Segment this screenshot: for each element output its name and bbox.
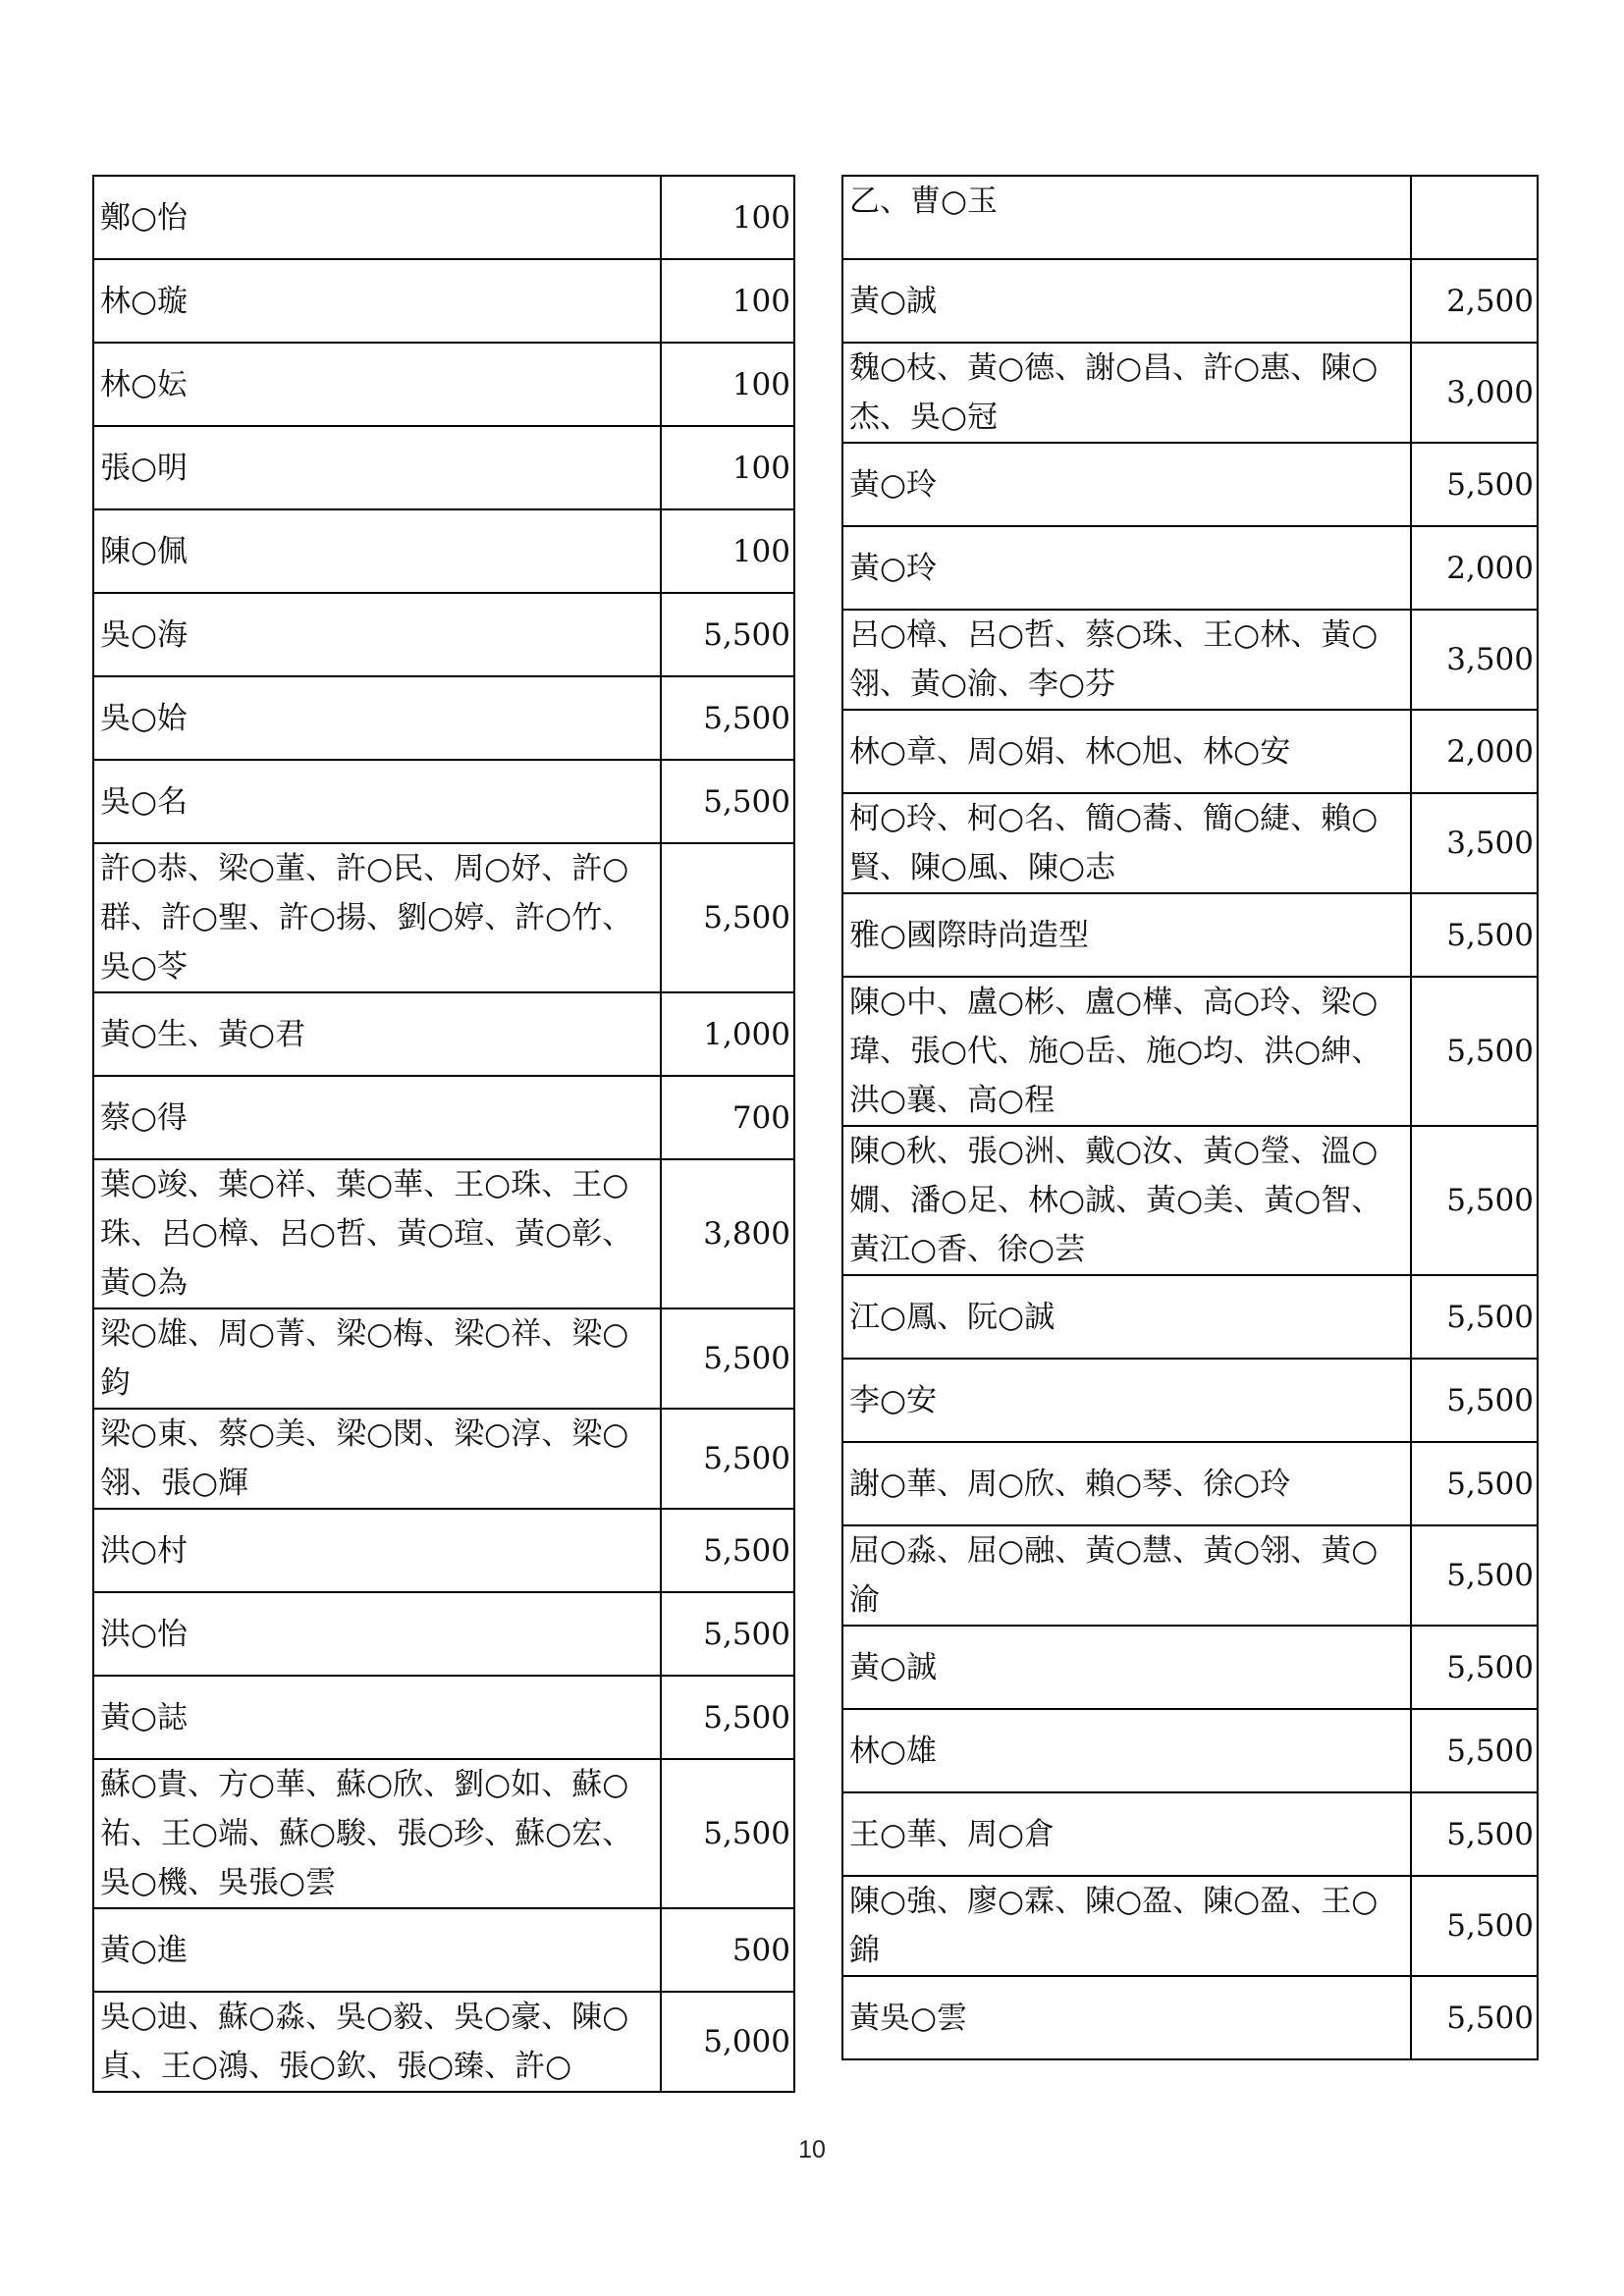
table-row (93, 1908, 794, 1992)
donation-amount: 100 (661, 176, 794, 259)
donor-name: 屈○淼、屈○融、黃○慧、黃○翎、黃○渝 (842, 1525, 1411, 1626)
donation-table-left (92, 175, 795, 2093)
page-number: 10 (798, 2136, 826, 2163)
donation-amount: 5,500 (1411, 1792, 1538, 1876)
donation-amount: 5,500 (661, 1592, 794, 1676)
donor-name: 梁○雄、周○菁、梁○梅、梁○祥、梁○鈞 (93, 1308, 661, 1409)
table-row (93, 509, 794, 593)
donation-amount: 100 (661, 509, 794, 593)
donation-table-right (841, 175, 1539, 2060)
donation-amount: 5,500 (661, 1409, 794, 1509)
donation-amount: 5,500 (661, 1308, 794, 1409)
donation-amount: 5,500 (1411, 1709, 1538, 1792)
donation-amount: 100 (661, 259, 794, 343)
table-row (842, 1709, 1538, 1792)
donation-amount: 5,500 (661, 1759, 794, 1908)
donation-amount: 100 (661, 426, 794, 509)
donation-amount: 2,000 (1411, 526, 1538, 610)
table-row (93, 1676, 794, 1759)
table-row (93, 1992, 794, 2092)
donation-amount: 5,500 (1411, 1626, 1538, 1709)
donor-name: 林○璇 (93, 259, 661, 343)
table-row (93, 426, 794, 509)
table-row (93, 259, 794, 343)
table-row (842, 1876, 1538, 1976)
table-row (93, 176, 794, 259)
donor-name: 林○雄 (842, 1709, 1411, 1792)
table-row (93, 1592, 794, 1676)
donor-name: 魏○枝、黃○德、謝○昌、許○惠、陳○杰、吳○冠 (842, 343, 1411, 443)
donation-amount: 5,500 (1411, 1126, 1538, 1275)
donation-amount: 3,500 (1411, 793, 1538, 893)
table-row (93, 760, 794, 843)
donation-amount: 5,500 (661, 760, 794, 843)
donor-name: 江○鳳、阮○誠 (842, 1275, 1411, 1359)
table-row (93, 1159, 794, 1308)
donor-name: 洪○村 (93, 1509, 661, 1592)
table-row (842, 793, 1538, 893)
table-row (93, 343, 794, 426)
donor-name: 張○明 (93, 426, 661, 509)
donation-amount: 500 (661, 1908, 794, 1992)
table-row (842, 176, 1538, 259)
donation-amount: 3,000 (1411, 343, 1538, 443)
donation-amount: 100 (661, 343, 794, 426)
donor-name: 黃○誌 (93, 1676, 661, 1759)
donation-amount: 2,500 (1411, 259, 1538, 343)
donor-name: 黃吳○雲 (842, 1976, 1411, 2059)
donation-amount: 5,500 (661, 676, 794, 760)
donation-amount (1411, 176, 1538, 259)
donor-name: 吳○海 (93, 593, 661, 676)
donor-name: 黃○誠 (842, 1626, 1411, 1709)
table-row (93, 593, 794, 676)
donation-amount: 5,500 (1411, 1876, 1538, 1976)
donor-name: 梁○東、蔡○美、梁○閔、梁○淳、梁○翎、張○輝 (93, 1409, 661, 1509)
table-row (93, 1509, 794, 1592)
donor-name: 洪○怡 (93, 1592, 661, 1676)
table-row (93, 843, 794, 992)
donor-name: 黃○誠 (842, 259, 1411, 343)
table-row (93, 1759, 794, 1908)
table-row (842, 1359, 1538, 1442)
donation-amount: 1,000 (661, 992, 794, 1076)
donor-name: 柯○玲、柯○名、簡○蕎、簡○緁、賴○賢、陳○風、陳○志 (842, 793, 1411, 893)
table-row (842, 977, 1538, 1126)
table-row (842, 259, 1538, 343)
table-row (842, 526, 1538, 610)
table-row (93, 1076, 794, 1159)
donation-amount: 5,500 (1411, 977, 1538, 1126)
table-row (842, 1275, 1538, 1359)
table-row (93, 1409, 794, 1509)
donor-name: 王○華、周○倉 (842, 1792, 1411, 1876)
donation-amount: 5,500 (661, 1509, 794, 1592)
donation-amount: 3,800 (661, 1159, 794, 1308)
donation-amount: 3,500 (1411, 610, 1538, 710)
table-row (842, 1976, 1538, 2059)
donor-name: 吳○名 (93, 760, 661, 843)
table-row (842, 1525, 1538, 1626)
donor-name: 黃○進 (93, 1908, 661, 1992)
donation-amount: 5,500 (1411, 1442, 1538, 1525)
table-row (842, 1626, 1538, 1709)
donation-amount: 5,500 (1411, 1359, 1538, 1442)
table-row (842, 1792, 1538, 1876)
donor-name: 林○章、周○娟、林○旭、林○安 (842, 710, 1411, 793)
donation-amount: 5,500 (661, 593, 794, 676)
donation-amount: 5,500 (661, 843, 794, 992)
donor-name: 謝○華、周○欣、賴○琴、徐○玲 (842, 1442, 1411, 1525)
table-row (842, 710, 1538, 793)
donation-amount: 2,000 (1411, 710, 1538, 793)
donor-name: 雅○國際時尚造型 (842, 893, 1411, 977)
table-row (842, 343, 1538, 443)
donor-name: 呂○樟、呂○哲、蔡○珠、王○林、黃○翎、黃○渝、李○芬 (842, 610, 1411, 710)
donation-amount: 5,500 (1411, 1976, 1538, 2059)
table-row (842, 443, 1538, 526)
table-row (842, 893, 1538, 977)
donation-amount: 5,500 (1411, 1525, 1538, 1626)
donor-name: 吳○姶 (93, 676, 661, 760)
table-row (93, 676, 794, 760)
donor-name: 陳○中、盧○彬、盧○樺、高○玲、梁○瑋、張○代、施○岳、施○均、洪○紳、洪○襄、高○程 (842, 977, 1411, 1126)
donor-name: 陳○佩 (93, 509, 661, 593)
table-row (842, 1126, 1538, 1275)
donation-amount: 5,500 (1411, 1275, 1538, 1359)
donor-name: 蘇○貴、方○華、蘇○欣、劉○如、蘇○祐、王○端、蘇○駿、張○珍、蘇○宏、吳○機、吳張○雲 (93, 1759, 661, 1908)
donation-amount: 5,500 (1411, 893, 1538, 977)
donor-name: 乙、曹○玉 (842, 176, 1411, 259)
donor-name: 李○安 (842, 1359, 1411, 1442)
donor-name: 許○恭、梁○董、許○民、周○妤、許○群、許○聖、許○揚、劉○婷、許○竹、吳○苓 (93, 843, 661, 992)
donor-name: 黃○玲 (842, 443, 1411, 526)
donor-name: 蔡○得 (93, 1076, 661, 1159)
donation-amount: 5,500 (661, 1676, 794, 1759)
donation-amount: 5,000 (661, 1992, 794, 2092)
donor-name: 林○妘 (93, 343, 661, 426)
donor-name: 黃○玲 (842, 526, 1411, 610)
donor-name: 陳○強、廖○霖、陳○盈、陳○盈、王○錦 (842, 1876, 1411, 1976)
table-row (93, 1308, 794, 1409)
table-row (842, 610, 1538, 710)
donor-name: 葉○竣、葉○祥、葉○華、王○珠、王○珠、呂○樟、呂○哲、黃○瑄、黃○彰、黃○為 (93, 1159, 661, 1308)
donor-name: 鄭○怡 (93, 176, 661, 259)
donation-amount: 700 (661, 1076, 794, 1159)
donation-amount: 5,500 (1411, 443, 1538, 526)
donor-name: 吳○迪、蘇○淼、吳○毅、吳○豪、陳○貞、王○鴻、張○欽、張○臻、許○ (93, 1992, 661, 2092)
table-row (93, 992, 794, 1076)
donor-name: 黃○生、黃○君 (93, 992, 661, 1076)
donor-name: 陳○秋、張○洲、戴○汝、黃○瑩、溫○嫺、潘○足、林○誠、黃○美、黃○智、黃江○香、徐○芸 (842, 1126, 1411, 1275)
table-row (842, 1442, 1538, 1525)
